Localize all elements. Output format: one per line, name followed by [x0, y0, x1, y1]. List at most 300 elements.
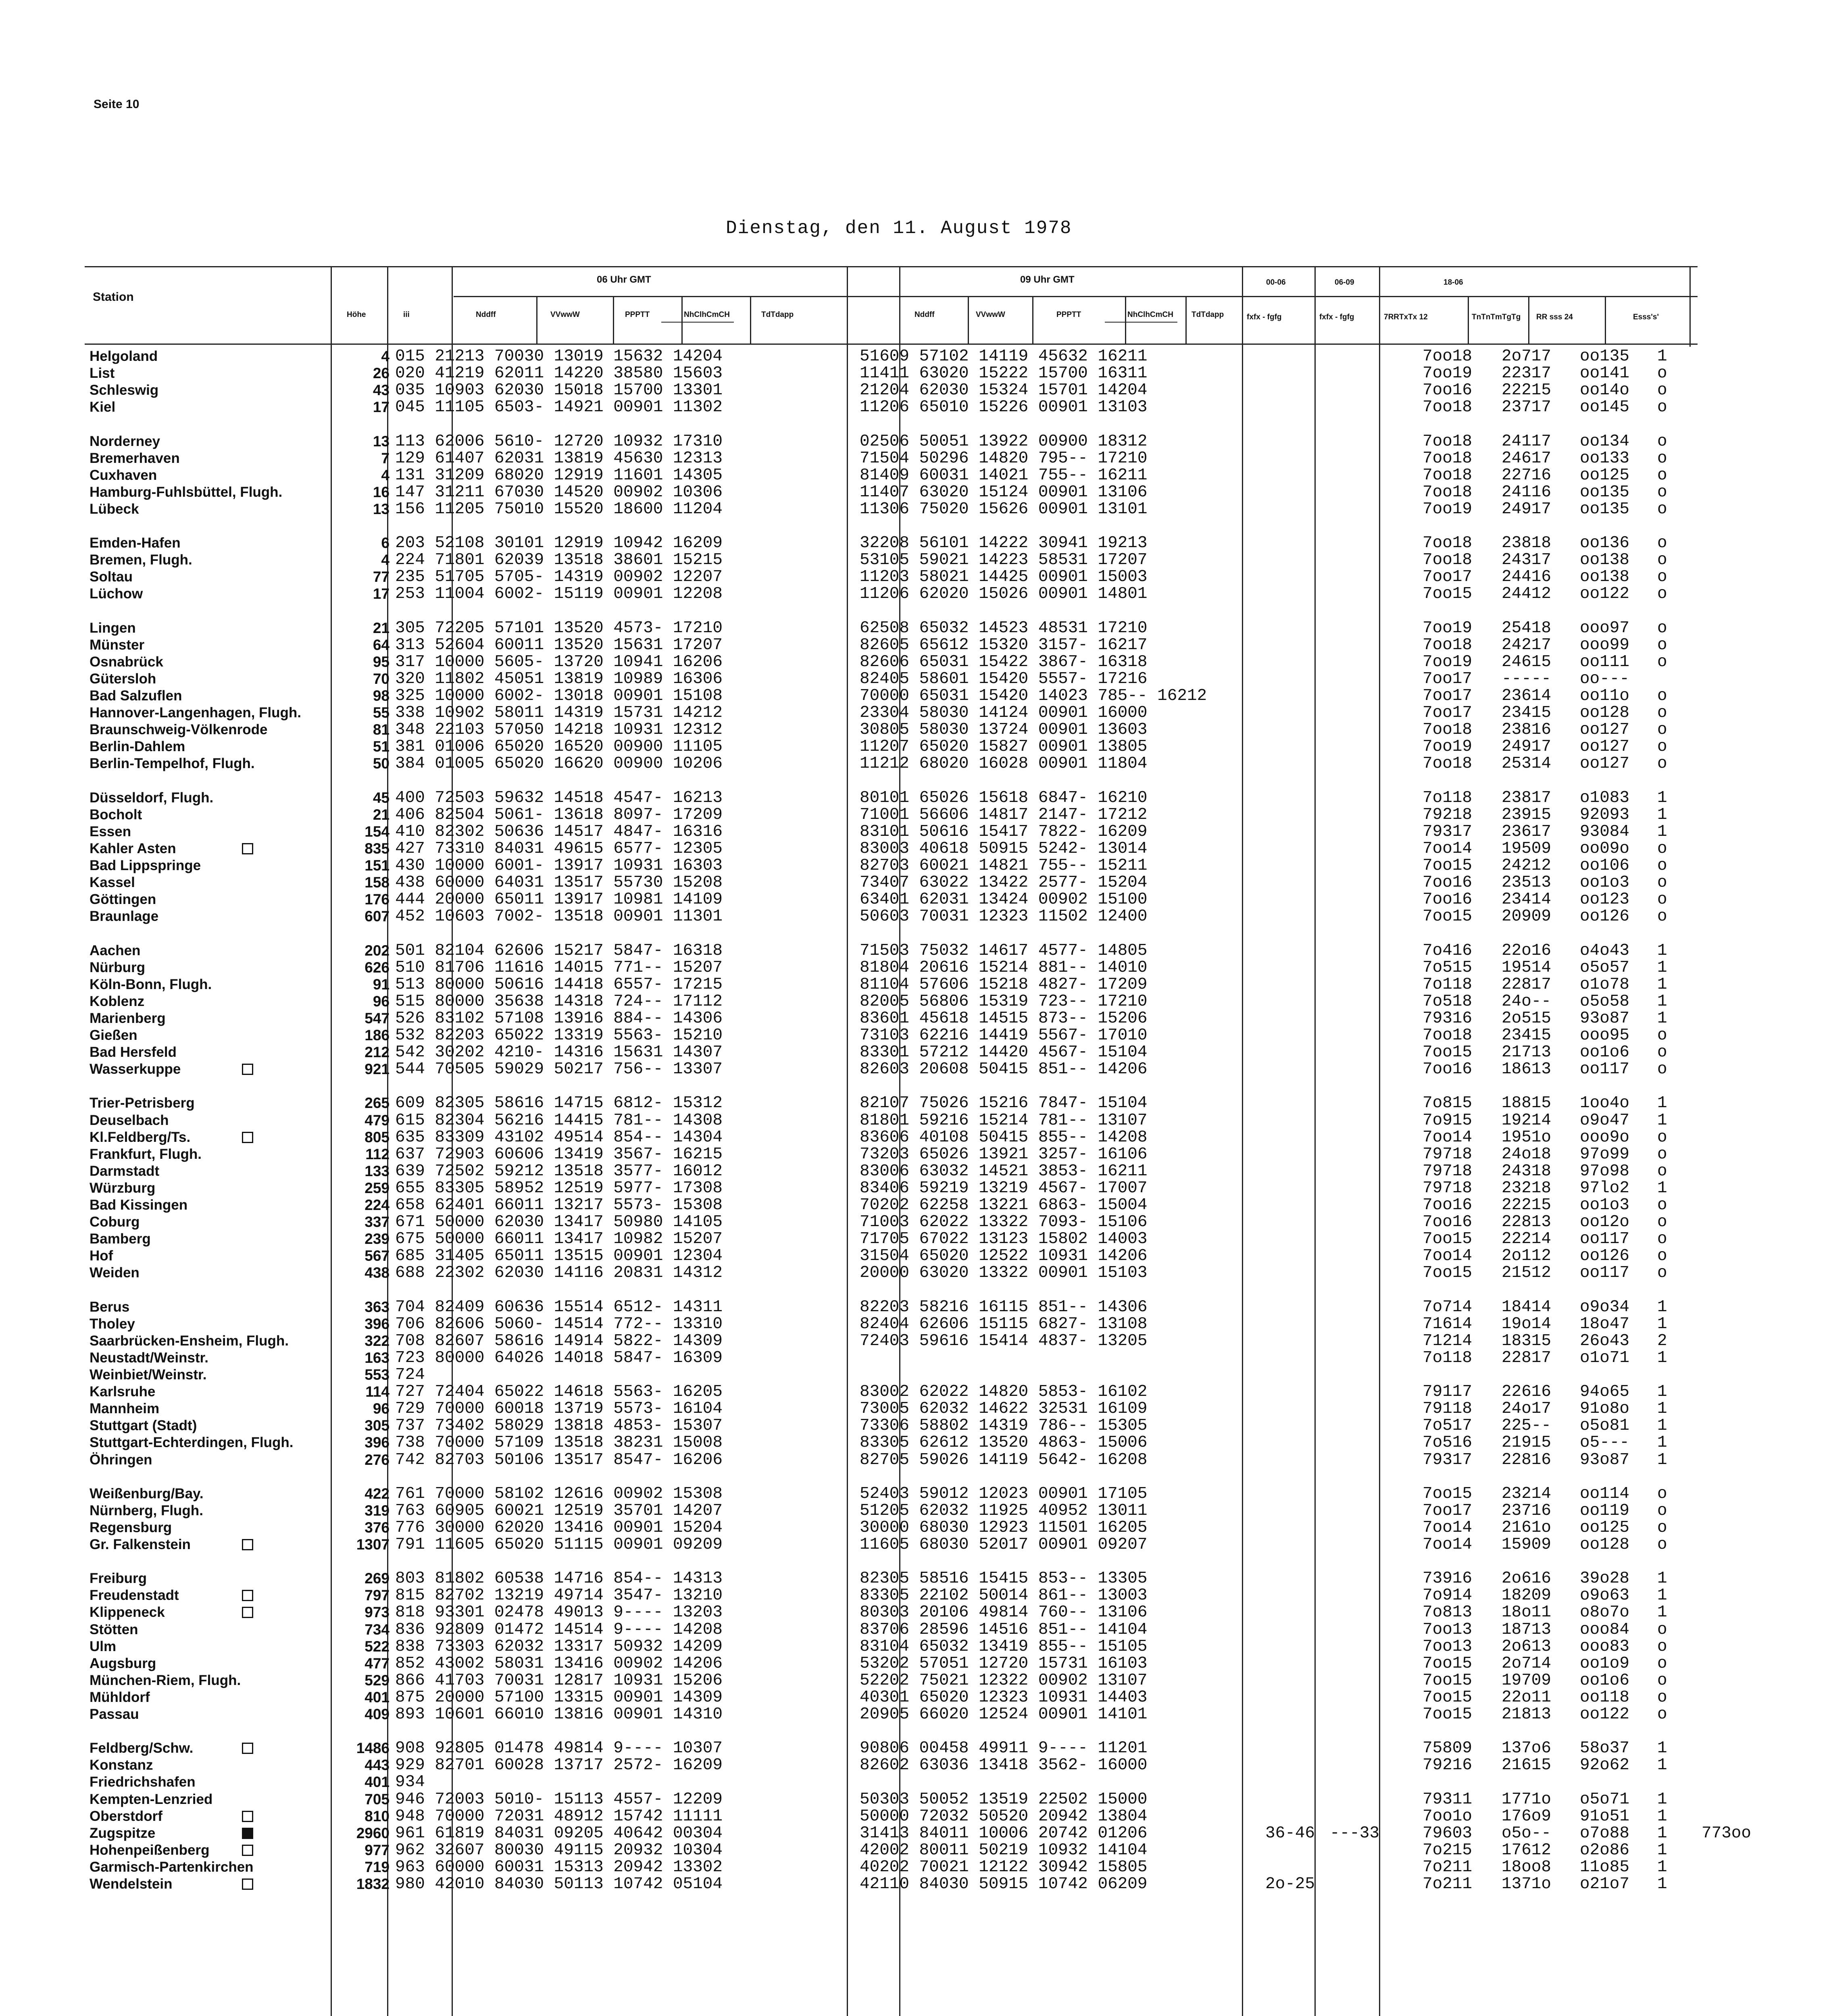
code-c: 7oo17 [1423, 687, 1473, 705]
station-name: Berus [90, 1299, 130, 1315]
station-height: 973 [365, 1604, 390, 1621]
code-e: oo117 [1580, 1264, 1630, 1283]
square-icon [242, 1607, 253, 1618]
station-name: Feldberg/Schw. [90, 1740, 194, 1756]
code-f: 1 [1657, 1586, 1667, 1605]
code-d: 2o613 [1502, 1637, 1552, 1656]
station-height: 479 [365, 1112, 390, 1129]
square-icon [242, 843, 253, 854]
code-d: 22716 [1502, 466, 1552, 485]
code-e: o9o34 [1580, 1297, 1630, 1316]
code-d: 24o-- [1502, 992, 1552, 1011]
header-range-00-06: 00-06 [1266, 278, 1286, 287]
station-height: 810 [365, 1808, 390, 1824]
code-a: 2o-25 [1265, 1875, 1315, 1893]
code-c: 7oo18 [1423, 466, 1473, 485]
code-f: o [1657, 1705, 1667, 1724]
header-06-vvwww: VVwwW [550, 310, 580, 319]
code-g09: 30805 58030 13724 00901 13603 [860, 721, 1148, 739]
code-g06: 015 21213 70030 13019 15632 14204 [395, 347, 723, 366]
code-f: o [1657, 1043, 1667, 1062]
code-c: 7oo19 [1423, 619, 1473, 637]
code-c: 7oo16 [1423, 1213, 1473, 1232]
code-g06: 961 61819 84031 09205 40642 00304 [395, 1824, 723, 1843]
header-range-18-06: 18-06 [1444, 278, 1463, 287]
code-g09: 42110 84030 50915 10742 06209 [860, 1875, 1148, 1893]
station-name: Tholey [90, 1316, 135, 1332]
code-d: 1371o [1502, 1875, 1552, 1893]
code-c: 7oo15 [1423, 1264, 1473, 1283]
code-c: 7oo19 [1423, 500, 1473, 519]
code-c: 7oo14 [1423, 1128, 1473, 1147]
code-g09: 23304 58030 14124 00901 16000 [860, 704, 1148, 723]
code-g06: 515 80000 35638 14318 724-- 17112 [395, 992, 723, 1011]
station-height: 401 [365, 1774, 390, 1791]
station-name: Mannheim [90, 1401, 160, 1417]
code-g09: 82602 63036 13418 3562- 16000 [860, 1756, 1148, 1775]
table-row [0, 1264, 1831, 1282]
code-d: o5o-- [1502, 1824, 1552, 1843]
code-f: o [1657, 449, 1667, 468]
station-height: 239 [365, 1231, 390, 1248]
code-f: 1 [1657, 941, 1667, 960]
station-height: 921 [365, 1061, 390, 1078]
code-f: 1 [1657, 1179, 1667, 1198]
code-d: 22o11 [1502, 1688, 1552, 1707]
code-e: oo135 [1580, 483, 1630, 502]
code-c: 7o118 [1423, 1348, 1473, 1367]
code-g09: 11306 75020 15626 00901 13101 [860, 500, 1148, 519]
station-height: 186 [365, 1027, 390, 1043]
code-d: 22813 [1502, 1213, 1552, 1232]
station-height: 13 [373, 433, 390, 450]
code-e: oo119 [1580, 1501, 1630, 1520]
table-row [0, 1485, 1831, 1503]
header-7rrtxtx: 7RRTxTx 12 [1384, 313, 1428, 321]
code-g06: 635 83309 43102 49514 854-- 14304 [395, 1128, 723, 1147]
code-e: oo--- [1580, 669, 1630, 688]
code-e: 91o51 [1580, 1807, 1630, 1826]
code-f: 1 [1657, 1569, 1667, 1588]
code-g09: 31413 84011 10006 20742 01206 [860, 1824, 1148, 1843]
table-row [0, 1570, 1831, 1587]
station-height: 4 [381, 467, 390, 483]
code-e: ooo97 [1580, 619, 1630, 637]
code-g09: 63401 62031 13424 00902 15100 [860, 890, 1148, 909]
code-d: 22215 [1502, 381, 1552, 400]
code-g09: 11411 63020 15222 15700 16311 [860, 364, 1148, 383]
code-f: 1 [1657, 1790, 1667, 1809]
code-g06: 963 60000 60031 15313 20942 13302 [395, 1858, 723, 1876]
code-e: 93o87 [1580, 1450, 1630, 1469]
station-name: Kahler Asten [90, 840, 176, 856]
station-height: 17 [373, 399, 390, 416]
code-d: 24o17 [1502, 1400, 1552, 1418]
table-row [0, 1824, 1831, 1842]
station-name: Gießen [90, 1027, 137, 1043]
code-e: o5--- [1580, 1433, 1630, 1452]
code-g09: 81804 20616 15214 881-- 14010 [860, 958, 1148, 977]
code-e: o4o43 [1580, 941, 1630, 960]
square-icon [242, 1132, 253, 1143]
station-name: Augsburg [90, 1655, 156, 1671]
table-row [0, 789, 1831, 807]
code-g09: 02506 50051 13922 00900 18312 [860, 432, 1148, 451]
table-row [0, 636, 1831, 654]
code-f: 1 [1657, 1858, 1667, 1876]
code-c: 7oo14 [1423, 1247, 1473, 1266]
code-c: 7oo15 [1423, 1043, 1473, 1062]
square-icon [242, 1811, 253, 1822]
code-c: 7oo15 [1423, 1705, 1473, 1724]
code-e: oo1o6 [1580, 1043, 1630, 1062]
code-f: 1 [1657, 1433, 1667, 1452]
station-height: 43 [373, 382, 390, 399]
code-e: 91o8o [1580, 1400, 1630, 1418]
station-height: 337 [365, 1214, 390, 1231]
table-row [0, 1502, 1831, 1520]
table-row [0, 738, 1831, 756]
code-g06: 852 43002 58031 13416 00902 14206 [395, 1654, 723, 1673]
station-height: 17 [373, 585, 390, 602]
code-g06: 400 72503 59632 14518 4547- 16213 [395, 788, 723, 807]
station-name: Soltau [90, 569, 133, 585]
code-d: 23915 [1502, 805, 1552, 824]
code-e: o5o81 [1580, 1416, 1630, 1435]
code-d: 22215 [1502, 1196, 1552, 1214]
code-e: oo135 [1580, 347, 1630, 366]
code-d: 19o14 [1502, 1314, 1552, 1333]
header-09-nddff: Nddff [914, 310, 935, 319]
station-name: Hof [90, 1248, 113, 1264]
code-d: 25314 [1502, 754, 1552, 773]
code-d: 18oo8 [1502, 1858, 1552, 1876]
code-d: 18713 [1502, 1620, 1552, 1639]
code-c: 71214 [1423, 1331, 1473, 1350]
code-c: 7o516 [1423, 1433, 1473, 1452]
station-name: Bremerhaven [90, 450, 180, 466]
station-height: 363 [365, 1298, 390, 1315]
code-g09: 32208 56101 14222 30941 19213 [860, 534, 1148, 553]
station-height: 276 [365, 1451, 390, 1468]
table-row [0, 857, 1831, 875]
code-c: 7oo19 [1423, 652, 1473, 671]
station-height: 1832 [356, 1876, 390, 1892]
code-g06: 253 11004 6002- 15119 00901 12208 [395, 585, 723, 604]
station-height: 376 [365, 1519, 390, 1536]
code-c: 7oo18 [1423, 534, 1473, 553]
code-e: oo136 [1580, 534, 1630, 553]
station-height: 977 [365, 1841, 390, 1858]
code-d: 2o714 [1502, 1654, 1552, 1673]
code-d: 21813 [1502, 1705, 1552, 1724]
header-range-06-09: 06-09 [1335, 278, 1354, 287]
code-g09: 11206 65010 15226 00901 13103 [860, 398, 1148, 417]
table-row [0, 1756, 1831, 1774]
code-g09: 71003 62022 13322 7093- 15106 [860, 1213, 1148, 1232]
station-height: 1307 [356, 1536, 390, 1553]
code-f: 2 [1657, 1331, 1667, 1350]
code-d: 19214 [1502, 1111, 1552, 1130]
table-row [0, 976, 1831, 993]
code-e: oo126 [1580, 907, 1630, 926]
code-g06: 510 81706 11616 14015 771-- 15207 [395, 958, 723, 977]
code-g09: 50603 70031 12323 11502 12400 [860, 907, 1148, 926]
code-g09: 83606 40108 50415 855-- 14208 [860, 1128, 1148, 1147]
code-g06: 729 70000 60018 13719 5573- 16104 [395, 1400, 723, 1418]
code-f: o [1657, 1620, 1667, 1639]
code-e: 93084 [1580, 822, 1630, 841]
station-name: Norderney [90, 433, 160, 449]
header-09-ppptt: PPPTT [1056, 310, 1081, 319]
code-g06: 704 82409 60636 15514 6512- 14311 [395, 1297, 723, 1316]
code-g06: 384 01005 65020 16620 00900 10206 [395, 754, 723, 773]
code-e: oo1o6 [1580, 1671, 1630, 1690]
station-height: 6 [381, 535, 390, 552]
code-d: 137o6 [1502, 1739, 1552, 1758]
code-g06: 430 10000 6001- 13917 10931 16303 [395, 856, 723, 875]
code-g09: 20000 63020 13322 00901 15103 [860, 1264, 1148, 1283]
code-f: o [1657, 483, 1667, 502]
table-row [0, 1196, 1831, 1214]
code-f: 1 [1657, 1807, 1667, 1826]
code-c: 7oo16 [1423, 873, 1473, 892]
code-f: 1 [1657, 1383, 1667, 1402]
table-row [0, 1621, 1831, 1639]
code-g09: 83406 59219 13219 4567- 17007 [860, 1179, 1148, 1198]
code-g06: 444 20000 65011 13917 10981 14109 [395, 890, 723, 909]
station-height: 322 [365, 1332, 390, 1349]
code-d: 225-- [1502, 1416, 1552, 1435]
code-g06: 224 71801 62039 13518 38601 15215 [395, 551, 723, 570]
code-g06: 438 60000 64031 13517 55730 15208 [395, 873, 723, 892]
code-f: o [1657, 754, 1667, 773]
code-d: 1951o [1502, 1128, 1552, 1147]
station-height: 21 [373, 806, 390, 823]
code-f: 1 [1657, 1094, 1667, 1113]
code-c: 7oo18 [1423, 449, 1473, 468]
square-icon [242, 1845, 253, 1856]
code-e: ooo9o [1580, 1128, 1630, 1147]
station-name: Braunschweig-Völkenrode [90, 722, 268, 738]
code-c: 7oo16 [1423, 1060, 1473, 1079]
code-f: o [1657, 1128, 1667, 1147]
code-g09: 71705 67022 13123 15802 14003 [860, 1230, 1148, 1249]
code-e: oo126 [1580, 1247, 1630, 1266]
code-d: 23414 [1502, 890, 1552, 909]
code-f: 1 [1657, 975, 1667, 994]
station-name: Regensburg [90, 1519, 172, 1535]
station-height: 422 [365, 1485, 390, 1502]
page-number: Seite 10 [94, 98, 140, 111]
code-c: 7oo18 [1423, 432, 1473, 451]
code-e: oo135 [1580, 500, 1630, 519]
station-height: 553 [365, 1366, 390, 1383]
code-g06: 934 [395, 1773, 425, 1792]
code-g09: 83006 63032 14521 3853- 16211 [860, 1162, 1148, 1181]
code-c: 7oo13 [1423, 1637, 1473, 1656]
code-f: o [1657, 737, 1667, 756]
code-g06: 203 52108 30101 12919 10942 16209 [395, 534, 723, 553]
station-name: Nürnberg, Flugh. [90, 1502, 203, 1518]
header-tntntmtgtg: TnTnTmTgTg [1472, 313, 1521, 321]
code-g06: 338 10902 58011 14319 15731 14212 [395, 704, 723, 723]
station-name: Kl.Feldberg/Ts. [90, 1129, 191, 1145]
station-height: 26 [373, 365, 390, 382]
code-c: 79218 [1423, 805, 1473, 824]
station-name: Münster [90, 637, 145, 653]
station-height: 77 [373, 569, 390, 585]
code-f: o [1657, 839, 1667, 858]
code-g06: 948 70000 72031 48912 15742 11111 [395, 1807, 723, 1826]
code-c: 7o914 [1423, 1586, 1473, 1605]
filled-square-icon [242, 1828, 253, 1839]
square-icon [242, 1590, 253, 1601]
code-d: 24917 [1502, 500, 1552, 519]
code-e: oo125 [1580, 466, 1630, 485]
code-g09: 30000 68030 12923 11501 16205 [860, 1518, 1148, 1537]
station-name: Freiburg [90, 1570, 147, 1587]
code-c: 7oo18 [1423, 1026, 1473, 1045]
table-row [0, 1604, 1831, 1621]
code-e: 97o98 [1580, 1162, 1630, 1181]
station-height: 705 [365, 1791, 390, 1808]
table-row [0, 433, 1831, 450]
code-f: 1 [1657, 1111, 1667, 1130]
station-name: Gütersloh [90, 671, 156, 687]
code-g09: 50000 72032 50520 20942 13804 [860, 1807, 1148, 1826]
code-e: oo09o [1580, 839, 1630, 858]
code-e: 18o47 [1580, 1314, 1630, 1333]
code-g06: 791 11605 65020 51115 00901 09209 [395, 1535, 723, 1554]
code-g09: 82203 58216 16115 851-- 14306 [860, 1297, 1148, 1316]
code-e: 58o37 [1580, 1739, 1630, 1758]
code-g09: 62508 65032 14523 48531 17210 [860, 619, 1148, 637]
code-e: oo133 [1580, 449, 1630, 468]
station-name: Bocholt [90, 806, 142, 823]
code-d: 24615 [1502, 652, 1552, 671]
code-d: 22214 [1502, 1230, 1552, 1249]
code-c: 7oo14 [1423, 839, 1473, 858]
station-height: 133 [365, 1162, 390, 1179]
code-d: 24o18 [1502, 1145, 1552, 1164]
code-e: oo134 [1580, 432, 1630, 451]
code-e: oo125 [1580, 1518, 1630, 1537]
code-f: o [1657, 1484, 1667, 1503]
code-e: 39o28 [1580, 1569, 1630, 1588]
code-g06: 727 72404 65022 14618 5563- 16205 [395, 1383, 723, 1402]
code-d: 19509 [1502, 839, 1552, 858]
code-g09: 53105 59021 14223 58531 17207 [860, 551, 1148, 570]
station-height: 96 [373, 1400, 390, 1417]
code-f: o [1657, 856, 1667, 875]
code-e: 92093 [1580, 805, 1630, 824]
code-c: 7oo18 [1423, 635, 1473, 654]
station-height: 719 [365, 1858, 390, 1875]
code-g09: 81409 60031 14021 755-- 16211 [860, 466, 1148, 485]
station-name: List [90, 365, 115, 381]
code-g06: 427 73310 84031 49615 6577- 12305 [395, 839, 723, 858]
code-e: o1o71 [1580, 1348, 1630, 1367]
code-c: 75809 [1423, 1739, 1473, 1758]
station-height: 305 [365, 1417, 390, 1434]
code-d: 21915 [1502, 1433, 1552, 1452]
code-e: oo138 [1580, 568, 1630, 587]
code-c: 79216 [1423, 1756, 1473, 1775]
station-height: 70 [373, 670, 390, 687]
table-row [0, 721, 1831, 739]
table-row [0, 1298, 1831, 1316]
table-row [0, 348, 1831, 365]
code-g06: 410 82302 50636 14517 4847- 16316 [395, 822, 723, 841]
code-e: 97lo2 [1580, 1179, 1630, 1198]
code-g06: 738 70000 57109 13518 38231 15008 [395, 1433, 723, 1452]
code-g09: 81801 59216 15214 781-- 13107 [860, 1111, 1148, 1130]
station-name: Ulm [90, 1638, 117, 1654]
code-d: 24217 [1502, 635, 1552, 654]
code-g06: 313 52604 60011 13520 15631 17207 [395, 635, 723, 654]
table-row [0, 670, 1831, 688]
code-e: oo127 [1580, 721, 1630, 739]
code-f: 1 [1657, 347, 1667, 366]
code-g06: 908 92805 01478 49814 9---- 10307 [395, 1739, 723, 1758]
code-d: 1771o [1502, 1790, 1552, 1809]
code-e: oo138 [1580, 551, 1630, 570]
code-g06: 156 11205 75010 15520 18600 11204 [395, 500, 723, 519]
code-f: o [1657, 585, 1667, 604]
station-height: 265 [365, 1095, 390, 1112]
table-row [0, 568, 1831, 586]
code-c: 7o714 [1423, 1297, 1473, 1316]
code-d: ----- [1502, 669, 1552, 688]
code-d: 21512 [1502, 1264, 1552, 1283]
code-e: oo11o [1580, 687, 1630, 705]
station-height: 224 [365, 1197, 390, 1213]
code-g09: 82404 62606 15115 6827- 13108 [860, 1314, 1148, 1333]
table-row [0, 1536, 1831, 1554]
code-d: 23817 [1502, 788, 1552, 807]
code-e: ooo95 [1580, 1026, 1630, 1045]
station-name: Cuxhaven [90, 467, 157, 483]
station-height: 4 [381, 348, 390, 364]
code-c: 7oo18 [1423, 721, 1473, 739]
code-e: 93o87 [1580, 1009, 1630, 1028]
code-g06: 761 70000 58102 12616 00902 15308 [395, 1484, 723, 1503]
station-height: 81 [373, 721, 390, 738]
code-d: 17612 [1502, 1841, 1552, 1860]
code-g06: 776 30000 62020 13416 00901 15204 [395, 1518, 723, 1537]
code-d: 24416 [1502, 568, 1552, 587]
station-name: Gr. Falkenstein [90, 1537, 191, 1552]
code-d: 24116 [1502, 483, 1552, 502]
code-g06: 962 32607 80030 49115 20932 10304 [395, 1841, 723, 1860]
code-e: oo1o9 [1580, 1654, 1630, 1673]
station-name: Friedrichshafen [90, 1774, 196, 1790]
code-e: oo123 [1580, 890, 1630, 909]
station-name: Bad Kissingen [90, 1197, 188, 1213]
code-c: 7o815 [1423, 1094, 1473, 1113]
code-e: oo122 [1580, 585, 1630, 604]
code-g09: 83305 62612 13520 4863- 15006 [860, 1433, 1148, 1452]
station-name: Öhringen [90, 1452, 152, 1468]
code-d: 19514 [1502, 958, 1552, 977]
header-fx-fg-b: fxfx - fgfg [1319, 313, 1354, 321]
station-height: 154 [365, 823, 390, 840]
code-g09: 82606 65031 15422 3867- 16318 [860, 652, 1148, 671]
code-f: 1 [1657, 958, 1667, 977]
code-g06: 513 80000 50616 14418 6557- 17215 [395, 975, 723, 994]
code-e: oo128 [1580, 704, 1630, 723]
